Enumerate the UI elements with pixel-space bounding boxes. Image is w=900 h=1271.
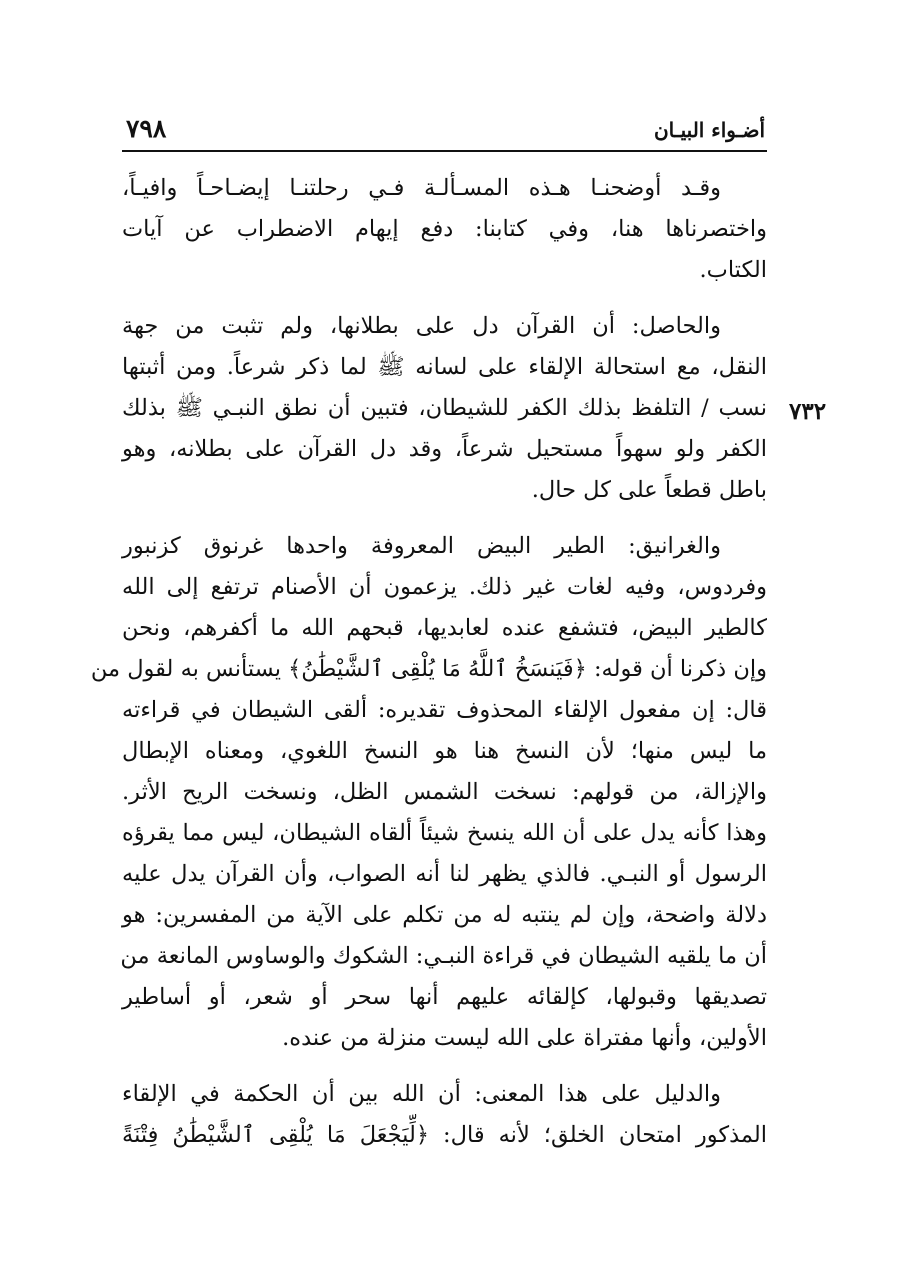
text-line quran-verse-line: المذكور امتحان الخلق؛ لأنه قال: ﴿لِّيَجْعَلَ مَا يُلْقِى ٱلشَّيْطَٰنُ فِتْنَةً: [122, 1122, 767, 1148]
text-line: الرسول أو النبـي. فالذي يظهر لنا أنه الصواب، وأن القرآن يدل عليه: [122, 861, 767, 887]
text-line: باطل قطعاً على كل حال.: [531, 477, 767, 503]
paragraph-4: [122, 1074, 767, 1156]
text-line: نسب / التلفظ بذلك الكفر للشيطان، فتبين أن نطق النبـي ﷺ بذلك: [122, 395, 767, 421]
text-line: الكفر ولو سهواً مستحيل شرعاً، وقد دل القرآن على بطلانه، وهو: [122, 436, 767, 462]
page-body: [90, 168, 767, 1171]
margin-page-reference: ٧٣٢: [789, 398, 827, 425]
text-line: قال: إن مفعول الإلقاء المحذوف تقديره: ألقى الشيطان في قراءته: [122, 697, 767, 723]
text-line: أن ما يلقيه الشيطان في قراءة النبـي: الشكوك والوساوس المانعة من: [120, 943, 767, 969]
text-line: والدليل على هذا المعنى: أن الله بين أن الحكمة في الإلقاء: [122, 1081, 721, 1107]
text-line: النقل، مع استحالة الإلقاء على لسانه ﷺ لما ذكر شرعاً. ومن أثبتها: [122, 354, 767, 380]
text-line: وقـد أوضحنـا هـذه المسـألـة فـي رحلتنـا إيضـاحـاً وافيـاً،: [122, 175, 721, 201]
text-line: تصديقها وقبولها، كإلقائه عليهم أنها سحر أو شعر، أو أساطير: [122, 984, 767, 1010]
text-line: الأولين، وأنها مفتراة على الله ليست منزلة من عنده.: [282, 1025, 767, 1051]
paragraph-1: [122, 168, 767, 291]
text-line: ما ليس منها؛ لأن النسخ هنا هو النسخ اللغوي، ومعناه الإبطال: [122, 738, 767, 764]
text-line: والإزالة، من قولهم: نسخت الشمس الظل، ونسخت الريح الأثر.: [122, 779, 767, 805]
text-line: وفردوس، وفيه لغات غير ذلك. يزعمون أن الأصنام ترتفع إلى الله: [122, 574, 767, 600]
text-line: والغرانيق: الطير البيض المعروفة واحدها غرنوق كزنبور: [122, 533, 721, 559]
page-number: ٧٩٨: [126, 114, 167, 143]
text-line quran-verse-line: وإن ذكرنا أن قوله: ﴿فَيَنسَخُ ٱللَّهُ مَا يُلْقِى ٱلشَّيْطَٰنُ﴾ يستأنس به لقول من: [90, 656, 767, 682]
text-line: والحاصل: أن القرآن دل على بطلانها، ولم تثبت من جهة: [122, 313, 721, 339]
page-header: [122, 112, 767, 152]
text-line: وهذا كأنه يدل على أن الله ينسخ شيئاً ألقاه الشيطان، ليس مما يقرؤه: [122, 820, 767, 846]
paragraph-2: [122, 306, 767, 511]
paragraph-3: [90, 526, 767, 1059]
running-title: أضـواء البيـان: [653, 118, 765, 142]
text-line: كالطير البيض، فتشفع عنده لعابديها، قبحهم الله ما أكفرهم، ونحن: [122, 615, 767, 641]
text-line: واختصرناها هنا، وفي كتابنا: دفع إيهام الاضطراب عن آيات: [122, 216, 767, 242]
text-line: الكتاب.: [699, 257, 767, 283]
text-line: دلالة واضحة، وإن لم ينتبه له من تكلم على الآية من المفسرين: هو: [122, 902, 767, 928]
